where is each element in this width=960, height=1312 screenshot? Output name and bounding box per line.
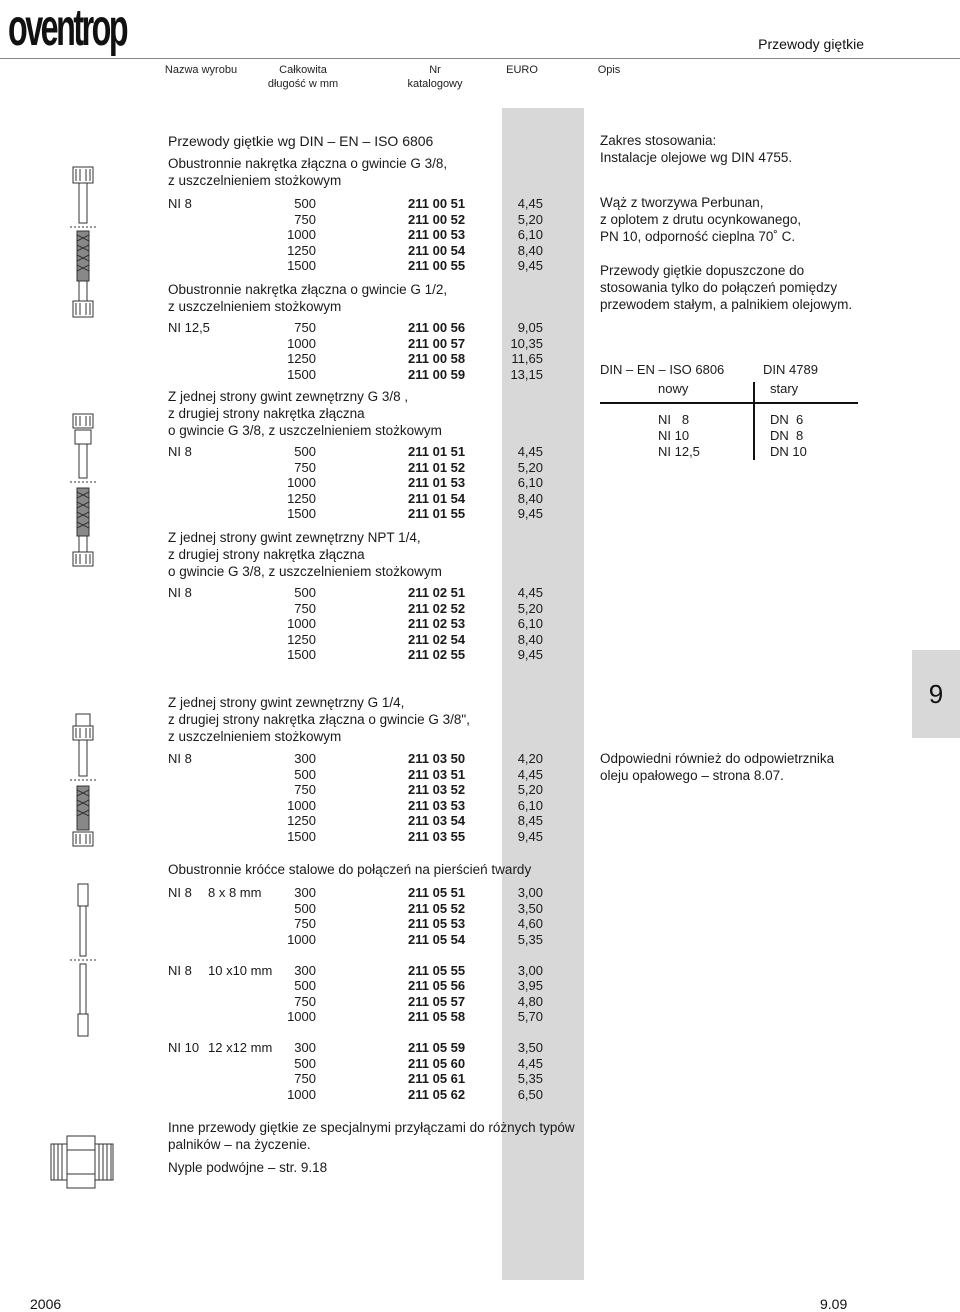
hose-illustration-2 [60, 412, 110, 572]
table-row [168, 506, 548, 522]
hose-illustration-3 [60, 712, 110, 852]
total-length: 1500 [287, 828, 316, 844]
table-row [168, 227, 548, 243]
hose-line2: z oplotem z drutu ocynkowanego, [600, 212, 802, 227]
total-length: 300 [294, 885, 316, 900]
total-length: 500 [294, 766, 316, 782]
din-comparison-table [600, 362, 860, 462]
table-row [168, 367, 548, 383]
catalog-number: 211 01 54 [408, 490, 466, 506]
table-row [168, 947, 548, 963]
total-length: 1500 [287, 258, 316, 273]
catalog-number: 211 03 50 [408, 751, 466, 766]
header-divider [0, 58, 960, 59]
total-length: 1000 [287, 931, 316, 947]
table-row [168, 751, 548, 767]
table-4 [168, 585, 548, 663]
total-length: 1000 [287, 227, 316, 242]
catalog-number: 211 03 53 [408, 797, 466, 813]
catalog-number: 211 02 53 [408, 616, 466, 631]
table-row [168, 813, 548, 829]
block3-line1: Z jednej strony gwint zewnętrzny G 3/8 , [168, 389, 409, 404]
table-row [168, 647, 548, 663]
approval-line1: Przewody giętkie dopuszczone do [600, 263, 805, 278]
table-5 [168, 751, 548, 844]
pipe-dimension: 12 x12 mm [208, 1040, 273, 1055]
euro-price: 8,40 [517, 242, 543, 258]
table-3 [168, 444, 548, 522]
din-sub-old: stary [770, 381, 799, 396]
hose-illustration-4 [60, 880, 110, 1040]
catalog-number: 211 02 52 [408, 600, 466, 616]
total-length: 750 [294, 1071, 316, 1086]
deaerator-paragraph [600, 750, 834, 784]
block5-desc [168, 694, 470, 745]
block7-line1: Inne przewody giętkie ze specjalnymi przyłączami do różnych typów [168, 1120, 575, 1135]
total-length: 750 [294, 993, 316, 1009]
table-row [168, 258, 548, 274]
euro-price: 9,05 [517, 320, 543, 335]
euro-price: 6,10 [517, 616, 543, 631]
hose-line3: PN 10, odporność cieplna 70˚ C. [600, 229, 796, 244]
chapter-number: 9 [928, 679, 944, 709]
euro-price: 3,95 [517, 978, 543, 993]
section-title [168, 133, 433, 150]
table-row [168, 243, 548, 259]
total-length: 750 [294, 916, 316, 931]
catalog-number: 211 00 51 [408, 196, 466, 211]
block4-desc [168, 529, 442, 580]
euro-price: 4,45 [517, 196, 543, 211]
din-new-1: NI 8 [658, 412, 690, 427]
euro-price: 4,45 [517, 1055, 543, 1071]
block4-line1: Z jednej strony gwint zewnętrzny NPT 1/4, [168, 530, 421, 545]
hose-illustration-1 [60, 165, 110, 325]
total-length: 750 [294, 320, 316, 335]
total-length: 1250 [287, 490, 316, 506]
catalog-number: 211 00 55 [408, 258, 466, 273]
deaerator-line2: oleju opałowego – strona 8.07. [600, 768, 784, 783]
block7-line3: Nyple podwójne – str. 9.18 [168, 1160, 328, 1175]
catalog-number: 211 05 62 [408, 1086, 466, 1102]
euro-price: 3,00 [517, 962, 543, 978]
product-name: NI 8 [168, 962, 192, 978]
deaerator-line1: Odpowiedni również do odpowietrznika [600, 751, 835, 766]
block5-line1: Z jednej strony gwint zewnętrzny G 1/4, [168, 695, 405, 710]
block5-line2: z drugiej strony nakrętka złączna o gwincie G 3/8", [168, 712, 470, 727]
euro-price: 8,45 [517, 813, 543, 828]
euro-price: 4,80 [517, 993, 543, 1009]
total-length: 750 [294, 782, 316, 797]
din-vertical-rule [753, 382, 755, 460]
total-length: 300 [294, 751, 316, 766]
total-length: 500 [294, 444, 316, 459]
euro-price: 4,45 [517, 585, 543, 600]
din-new-2: NI 10 [658, 428, 690, 443]
catalog-number: 211 05 59 [408, 1040, 466, 1055]
pipe-dimension: 8 x 8 mm [208, 885, 262, 900]
block4-line2: z drugiej strony nakrętka złączna [168, 547, 365, 562]
total-length: 1000 [287, 616, 316, 631]
double-nipple-illustration [45, 1132, 125, 1192]
table-row [168, 994, 548, 1010]
block1-line1: Obustronnie nakrętka złączna o gwincie G 3/8, [168, 156, 448, 171]
table-row [168, 932, 548, 948]
catalog-number: 211 02 55 [408, 647, 466, 662]
euro-price: 4,45 [517, 766, 543, 782]
euro-price: 6,10 [517, 797, 543, 813]
table-row [168, 491, 548, 507]
euro-price: 9,45 [517, 647, 543, 662]
total-length: 1000 [287, 475, 316, 490]
block1-line2: z uszczelnieniem stożkowym [168, 173, 342, 188]
col-header-length: Całkowita długość w mm [267, 64, 339, 90]
block2-desc [168, 281, 447, 315]
table-row [168, 963, 548, 979]
brand-logo: oventrop [8, 0, 127, 57]
catalog-number: 211 05 53 [408, 916, 466, 931]
col-header-desc: Opis [597, 64, 621, 76]
table-row [168, 1025, 548, 1041]
catalog-number: 211 05 54 [408, 931, 466, 947]
table-row [168, 1071, 548, 1087]
euro-price: 5,35 [517, 1071, 543, 1086]
catalog-number: 211 05 55 [408, 962, 466, 978]
usage-paragraph [600, 132, 792, 166]
euro-price: 9,45 [517, 258, 543, 273]
approval-line3: przewodem stałym, a palnikiem olejowym. [600, 297, 853, 312]
table-row [168, 767, 548, 783]
catalog-number: 211 01 51 [408, 444, 466, 459]
table-row [168, 782, 548, 798]
euro-price: 5,20 [517, 600, 543, 616]
catalog-number: 211 00 52 [408, 211, 466, 227]
table-row [168, 885, 548, 901]
table-row [168, 351, 548, 367]
table-2 [168, 320, 548, 382]
table-row [168, 829, 548, 845]
col-header-name: Nazwa wyrobu [164, 64, 238, 76]
catalog-number: 211 00 58 [408, 351, 466, 366]
table-1 [168, 196, 548, 274]
total-length: 1500 [287, 506, 316, 521]
din-new-3: NI 12,5 [658, 444, 700, 459]
total-length: 500 [294, 900, 316, 916]
product-name: NI 8 [168, 885, 192, 900]
table-row [168, 1087, 548, 1103]
euro-price: 5,20 [517, 782, 543, 797]
euro-price: 4,60 [517, 916, 543, 931]
total-length: 500 [294, 1055, 316, 1071]
table-row [168, 901, 548, 917]
euro-price: 3,00 [517, 885, 543, 900]
euro-price: 10,35 [510, 335, 543, 351]
table-row [168, 916, 548, 932]
din-header-new: DIN – EN – ISO 6806 [600, 362, 725, 377]
page-title: Przewody giętkie [758, 36, 864, 52]
catalog-number: 211 03 52 [408, 782, 466, 797]
product-name: NI 8 [168, 751, 192, 766]
din-sub-new: nowy [658, 381, 689, 396]
table-row [168, 320, 548, 336]
catalog-number: 211 00 54 [408, 242, 466, 258]
euro-price: 5,20 [517, 211, 543, 227]
total-length: 1250 [287, 351, 316, 366]
usage-line2: Instalacje olejowe wg DIN 4755. [600, 150, 793, 165]
total-length: 1000 [287, 335, 316, 351]
table-row [168, 601, 548, 617]
total-length: 500 [294, 978, 316, 993]
block3-line2: z drugiej strony nakrętka złączna [168, 406, 365, 421]
catalog-number: 211 03 55 [408, 828, 466, 844]
din-old-1: DN 6 [770, 412, 804, 427]
total-length: 500 [294, 196, 316, 211]
col-header-euro: EURO [506, 64, 538, 76]
block6-line1: Obustronnie króćce stalowe do połączeń na pierścień twardy [168, 862, 532, 877]
total-length: 1250 [287, 813, 316, 828]
table-row [168, 336, 548, 352]
block6-desc [168, 861, 531, 878]
footer-page-number: 9.09 [820, 1296, 848, 1312]
catalog-number: 211 02 54 [408, 631, 466, 647]
table-row [168, 212, 548, 228]
block2-line1: Obustronnie nakrętka złączna o gwincie G 1/2, [168, 282, 448, 297]
table-row [168, 798, 548, 814]
catalog-number: 211 00 57 [408, 335, 466, 351]
din-header-old: DIN 4789 [763, 362, 818, 377]
total-length: 1000 [287, 1086, 316, 1102]
catalog-number: 211 01 53 [408, 475, 466, 490]
catalog-number: 211 05 57 [408, 993, 466, 1009]
euro-price: 4,45 [517, 444, 543, 459]
table-row [168, 1009, 548, 1025]
hose-paragraph [600, 194, 801, 245]
table-row [168, 585, 548, 601]
approval-paragraph [600, 262, 852, 313]
footer-year: 2006 [30, 1296, 62, 1312]
table-row [168, 978, 548, 994]
euro-price: 6,10 [517, 227, 543, 242]
catalog-number: 211 05 60 [408, 1055, 466, 1071]
table-row [168, 444, 548, 460]
euro-price: 4,20 [517, 751, 543, 766]
pipe-dimension: 10 x10 mm [208, 962, 273, 978]
total-length: 300 [294, 1040, 316, 1055]
block5-line3: z uszczelnieniem stożkowym [168, 729, 342, 744]
catalog-number: 211 00 56 [408, 320, 466, 335]
euro-price: 9,45 [517, 506, 543, 521]
table-6 [168, 885, 548, 1102]
total-length: 1000 [287, 797, 316, 813]
catalog-number: 211 05 56 [408, 978, 466, 993]
block7-line2: palników – na życzenie. [168, 1137, 311, 1152]
euro-price: 3,50 [517, 900, 543, 916]
catalog-number: 211 01 52 [408, 459, 466, 475]
product-name: NI 8 [168, 585, 192, 600]
total-length: 1250 [287, 242, 316, 258]
product-name: NI 8 [168, 196, 192, 211]
total-length: 500 [294, 585, 316, 600]
total-length: 750 [294, 600, 316, 616]
block2-line2: z uszczelnieniem stożkowym [168, 299, 342, 314]
block1-desc [168, 155, 447, 189]
total-length: 1000 [287, 1009, 316, 1024]
euro-price: 8,40 [517, 631, 543, 647]
table-row [168, 616, 548, 632]
catalog-number: 211 00 59 [408, 366, 466, 382]
chapter-tab [912, 650, 960, 738]
hose-line1: Wąż z tworzywa Perbunan, [600, 195, 764, 210]
catalog-number: 211 05 58 [408, 1009, 466, 1024]
din-new-values [658, 412, 700, 460]
total-length: 1250 [287, 631, 316, 647]
col-header-catalog: Nr katalogowy [407, 64, 463, 90]
din-old-2: DN 8 [770, 428, 804, 443]
euro-column-background [502, 108, 584, 1280]
block4-line3: o gwincie G 3/8, z uszczelnieniem stożkowym [168, 564, 442, 579]
euro-price: 6,50 [517, 1086, 543, 1102]
product-name: NI 8 [168, 444, 192, 459]
table-row [168, 460, 548, 476]
catalog-number: 211 01 55 [408, 506, 466, 521]
catalog-number: 211 05 61 [408, 1071, 466, 1086]
total-length: 750 [294, 459, 316, 475]
euro-price: 9,45 [517, 828, 543, 844]
table-row [168, 632, 548, 648]
total-length: 1500 [287, 366, 316, 382]
total-length: 300 [294, 962, 316, 978]
catalog-number: 211 03 51 [408, 766, 466, 782]
din-old-values [770, 412, 807, 460]
table-row [168, 196, 548, 212]
table-row [168, 1040, 548, 1056]
total-length: 1500 [287, 647, 316, 662]
product-name: NI 10 [168, 1040, 200, 1055]
catalog-number: 211 05 52 [408, 900, 466, 916]
euro-price: 13,15 [510, 366, 543, 382]
euro-price: 5,35 [517, 931, 543, 947]
table-row [168, 475, 548, 491]
din-horizontal-rule [600, 402, 858, 404]
euro-price: 5,70 [517, 1009, 543, 1024]
euro-price: 11,65 [511, 351, 543, 366]
table-row [168, 1056, 548, 1072]
catalog-number: 211 00 53 [408, 227, 466, 242]
catalog-number: 211 05 51 [408, 885, 466, 900]
euro-price: 8,40 [517, 490, 543, 506]
approval-line2: stosowania tylko do połączeń pomiędzy [600, 280, 838, 295]
euro-price: 6,10 [517, 475, 543, 490]
total-length: 750 [294, 211, 316, 227]
din-old-3: DN 10 [770, 444, 807, 459]
block3-desc [168, 388, 442, 439]
usage-line1: Zakres stosowania: [600, 133, 717, 148]
block7-desc [168, 1119, 575, 1176]
catalog-number: 211 03 54 [408, 813, 466, 828]
product-name: NI 12,5 [168, 320, 210, 335]
block3-line3: o gwincie G 3/8, z uszczelnieniem stożkowym [168, 423, 442, 438]
catalog-number: 211 02 51 [408, 585, 466, 600]
section-title-text: Przewody giętkie wg DIN – EN – ISO 6806 [168, 133, 434, 149]
euro-price: 3,50 [517, 1040, 543, 1055]
euro-price: 5,20 [517, 459, 543, 475]
